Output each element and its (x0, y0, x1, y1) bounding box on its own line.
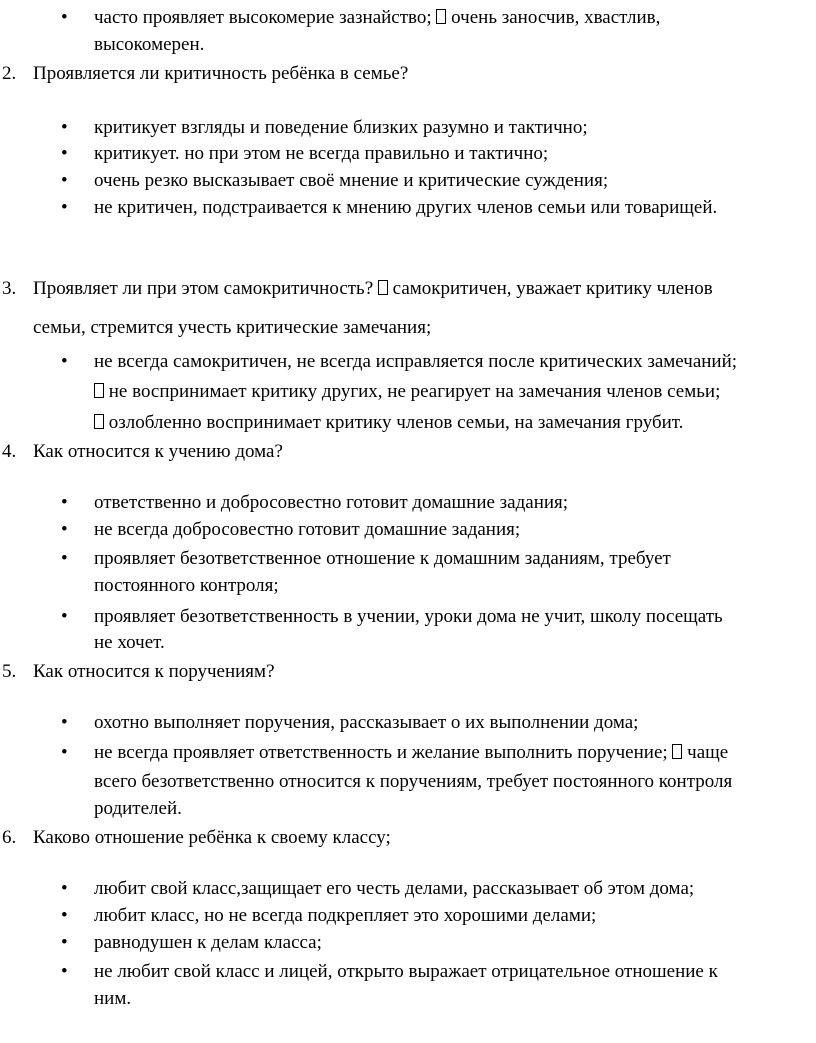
list-item-text: озлобленно воспринимает критику членов семьи, на замечания грубит. (108, 412, 684, 433)
bullet-marker: • (61, 548, 68, 569)
list-item: любит класс, но не всегда подкрепляет это хорошими делами; (94, 905, 597, 926)
question-number: 3. (2, 278, 17, 299)
list-item-text: часто проявляет высокомерие зазнайство; (94, 7, 432, 28)
list-item: равнодушен к делам класса; (94, 932, 322, 953)
list-item-text: чаще (687, 742, 729, 763)
question-number: 5. (2, 661, 17, 682)
list-item: любит свой класс,защищает его честь делами, рассказывает об этом дома; (94, 878, 695, 899)
bullet-marker: • (61, 878, 68, 899)
list-item-text: очень заносчив, хвастлив, (451, 7, 661, 28)
list-item: не критичен, подстраивается к мнению других членов семьи или товарищей. (94, 197, 718, 218)
question-text-continuation: семьи, стремится учесть критические замечания; (33, 317, 432, 338)
list-item: критикует взгляды и поведение близких разумно и тактично; (94, 117, 588, 138)
list-item-text: не воспринимает критику других, не реагирует на замечания членов семьи; (108, 381, 721, 402)
bullet-marker: • (61, 961, 68, 982)
list-item-continuation: постоянного контроля; (94, 575, 279, 596)
list-item-continuation: не хочет. (94, 632, 165, 653)
list-item-continuation: родителей. (94, 798, 182, 819)
question-text: Каково отношение ребёнка к своему классу; (33, 827, 391, 848)
bullet-marker: • (61, 519, 68, 540)
bullet-marker: • (61, 143, 68, 164)
list-item-continuation: всего безответственно относится к поручениям, требует постоянного контроля (94, 771, 733, 792)
bullet-marker: • (61, 905, 68, 926)
bullet-marker: • (61, 932, 68, 953)
bullet-marker: • (61, 492, 68, 513)
question-number: 2. (2, 63, 17, 84)
bullet-marker: • (61, 170, 68, 191)
bullet-marker: • (61, 742, 68, 763)
missing-glyph-icon (672, 744, 682, 759)
list-item (94, 741, 728, 765)
list-item: проявляет безответственное отношение к домашним заданиям, требует (94, 548, 671, 569)
question-number: 6. (2, 827, 17, 848)
list-item-continuation: ним. (94, 988, 132, 1009)
list-item: ответственно и добросовестно готовит домашние задания; (94, 492, 569, 513)
list-item: критикует. но при этом не всегда правильно и тактично; (94, 143, 549, 164)
list-item-continuation (94, 380, 720, 404)
missing-glyph-icon (94, 414, 104, 429)
bullet-marker: • (61, 117, 68, 138)
missing-glyph-icon (436, 9, 446, 24)
list-item-continuation: высокомерен. (94, 34, 205, 55)
question-text-part: самокритичен, уважает критику членов (392, 278, 713, 299)
list-item-continuation (94, 411, 683, 435)
question-text: Проявляется ли критичность ребёнка в семье? (33, 63, 409, 84)
question-text: Как относится к учению дома? (33, 441, 283, 462)
bullet-marker: • (61, 712, 68, 733)
bullet-marker: • (61, 606, 68, 627)
question-text-part: Проявляет ли при этом самокритичность? (33, 278, 374, 299)
list-item-text: не всегда проявляет ответственность и желание выполнить поручение; (94, 742, 668, 763)
list-item: охотно выполняет поручения, рассказывает о их выполнении дома; (94, 712, 639, 733)
list-item: не всегда самокритичен, не всегда исправляется после критических замечаний; (94, 351, 738, 372)
list-item: очень резко высказывает своё мнение и критические суждения; (94, 170, 609, 191)
question-text: Как относится к поручениям? (33, 661, 275, 682)
list-item: не любит свой класс и лицей, открыто выражает отрицательное отношение к (94, 961, 718, 982)
bullet-marker: • (61, 351, 68, 372)
list-item (94, 6, 660, 30)
list-item: проявляет безответственность в учении, уроки дома не учит, школу посещать (94, 606, 723, 627)
question-text (33, 277, 713, 301)
bullet-marker: • (61, 7, 68, 28)
missing-glyph-icon (378, 280, 388, 295)
list-item: не всегда добросовестно готовит домашние задания; (94, 519, 521, 540)
bullet-marker: • (61, 197, 68, 218)
question-number: 4. (2, 441, 17, 462)
missing-glyph-icon (94, 383, 104, 398)
